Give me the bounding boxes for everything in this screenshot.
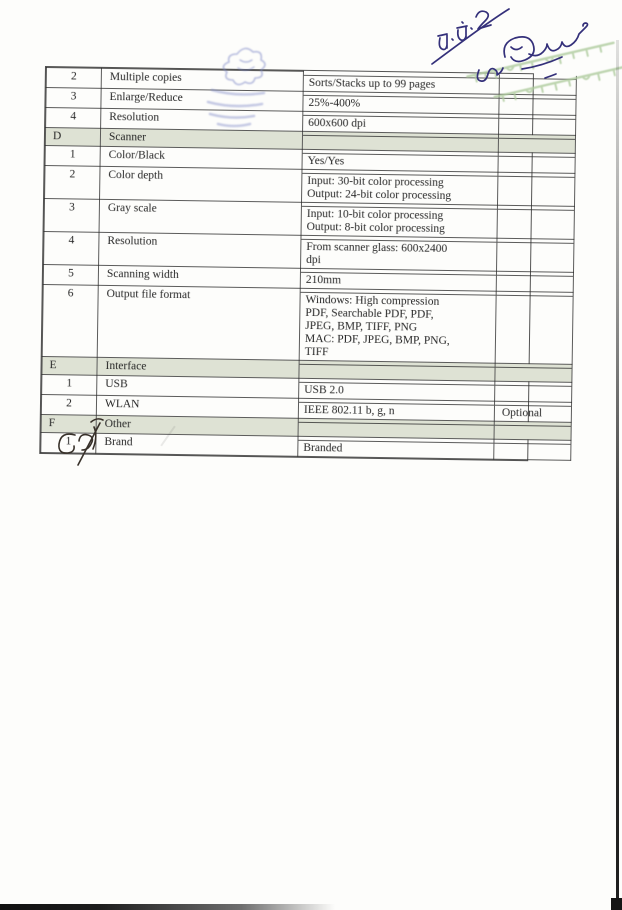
row-note — [499, 114, 576, 135]
row-note — [497, 238, 574, 272]
scan-edge-right — [616, 40, 619, 910]
row-label: Gray scale — [99, 199, 301, 235]
row-note — [495, 363, 572, 382]
row-number: D — [45, 127, 100, 146]
row-note — [494, 439, 571, 460]
row-note — [498, 152, 575, 173]
row-value — [299, 288, 496, 363]
row-label: Other — [96, 415, 298, 436]
row-note: Optional — [494, 401, 571, 422]
row-note — [495, 291, 573, 364]
row-number: 4 — [44, 231, 99, 265]
value-line: Output: 24-bit color processing — [307, 187, 452, 202]
row-number: 4 — [46, 107, 101, 128]
value-line: Output: 8-bit color processing — [306, 220, 446, 235]
value-line: Branded — [303, 441, 343, 454]
row-number: 1 — [45, 145, 100, 166]
row-note — [499, 74, 576, 95]
value-line: 600x600 dpi — [308, 116, 367, 130]
row-note — [498, 134, 575, 153]
row-note — [494, 421, 571, 440]
row-label: Multiple copies — [101, 68, 303, 90]
row-note — [496, 271, 573, 292]
row-note — [499, 94, 576, 115]
value-line: dpi — [306, 253, 321, 266]
value-line: JPEG, BMP, TIFF, PNG — [305, 319, 418, 334]
row-number: 1 — [42, 374, 97, 395]
row-label: Brand — [96, 433, 298, 456]
row-number: 5 — [43, 264, 98, 285]
row-label: Color depth — [100, 166, 302, 202]
row-value — [301, 235, 497, 271]
value-line: USB 2.0 — [304, 383, 344, 396]
value-line: Input: 10-bit color processing — [306, 207, 444, 222]
value-line: MAC: PDF, JPEG, BMP, PNG, — [304, 332, 450, 347]
row-number: 2 — [45, 165, 100, 199]
row-note — [497, 172, 574, 206]
row-label: Enlarge/Reduce — [101, 88, 303, 111]
row-label: Output file format — [97, 285, 300, 360]
row-number: 3 — [44, 198, 99, 232]
value-line: Windows: High compression — [305, 293, 440, 308]
row-label: USB — [97, 375, 299, 398]
row-value — [298, 436, 494, 459]
value-line: IEEE 802.11 b, g, n — [303, 403, 395, 417]
value-line: 210mm — [305, 273, 342, 286]
value-line: Sorts/Stacks up to 99 pages — [308, 76, 436, 91]
scan-edge-bottom — [0, 904, 335, 910]
value-line: PDF, Searchable PDF, PDF, — [305, 306, 434, 321]
row-number: 2 — [41, 394, 96, 415]
value-line: From scanner glass: 600x2400 — [306, 240, 448, 255]
row-number: 3 — [46, 87, 101, 108]
row-number: F — [41, 414, 96, 433]
row-number: 1 — [41, 432, 96, 453]
spec-table-wrap — [39, 66, 543, 461]
row-number: E — [42, 356, 97, 375]
spec-row — [42, 284, 573, 364]
row-label: Resolution — [99, 232, 301, 268]
scan-corner-mark — [611, 898, 622, 910]
row-note — [495, 381, 572, 402]
row-value — [301, 202, 497, 238]
value-line: Yes/Yes — [307, 154, 345, 167]
row-label: WLAN — [96, 395, 298, 418]
row-note — [497, 205, 574, 239]
value-line: 25%-400% — [308, 96, 361, 110]
row-label: Scanning width — [98, 265, 300, 288]
row-label: Color/Black — [100, 146, 302, 169]
value-line: TIFF — [304, 345, 329, 358]
specification-table — [40, 67, 577, 460]
value-line: Input: 30-bit color processing — [307, 174, 444, 189]
row-number: 6 — [42, 284, 98, 357]
row-label: Resolution — [101, 108, 303, 131]
row-number: 2 — [46, 68, 101, 88]
row-label: Scanner — [100, 128, 302, 149]
row-label: Interface — [97, 357, 299, 378]
row-value — [302, 169, 498, 205]
